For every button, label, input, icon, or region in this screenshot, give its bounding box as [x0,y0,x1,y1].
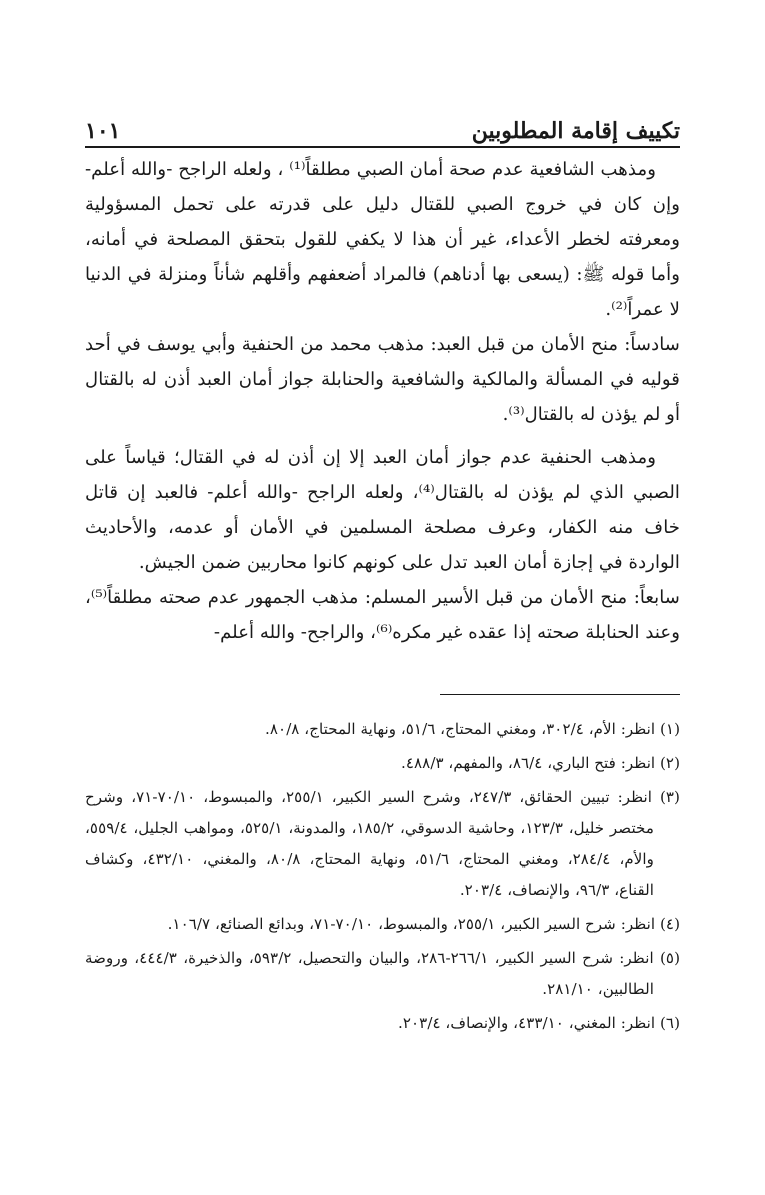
page-number: ١٠١ [85,118,121,144]
footnote-3: (٣) انظر: تبيين الحقائق، ٢٤٧/٣، وشرح السير الكبير، ٢٥٥/١، والمبسوط، ٧٠/١٠-٧١، وشرح مختصر خليل، ١٢٣/٣، وحاشية الدسوقي، ١٨٥/٢، والمدونة، ٥٢٥/١، ومواهب الجليل، ٥٥٩/٤، والأم، ٢٨٤/٤، ومغني المحتاج، ٥١/٦، ونهاية المحتاج، ٨٠/٨، والمغني، ٤٣٢/١٠، وكشاف القناع، ٩٦/٣، والإنصاف، ٢٠٣/٤. [85,788,680,899]
footnote-4: (٤) انظر: شرح السير الكبير، ٢٥٥/١، والمبسوط، ٧٠/١٠-٧١، وبدائع الصنائع، ١٠٦/٧. [167,915,680,933]
body-text [85,152,680,650]
footnote-6: (٦) انظر: المغني، ٤٣٣/١٠، والإنصاف، ٢٠٣/٤. [398,1014,680,1032]
footnote-1: (١) انظر: الأم، ٣٠٢/٤، ومغني المحتاج، ٥١/٦، ونهاية المحتاج، ٨٠/٨. [265,720,680,738]
header-title: تكييف إقامة المطلوبين [471,118,680,144]
running-header [85,104,680,148]
paragraph-1: ومذهب الشافعية عدم صحة أمان الصبي مطلقاً⁽¹⁾ ، ولعله الراجح -والله أعلم- وإن كان في خروج الصبي للقتال دليل على قدرته على تحمل المسؤولية ومعرفته لخطر الأعداء، غير أن هذا لا يكفي للقول بتحقق المصلحة في أمانه، وأما قوله ﷺ: (يسعى بها أدناهم) فالمراد أضعفهم وأقلهم شأناً ومنزلة في الدنيا لا عمراً⁽²⁾. [85,159,680,320]
paragraph-2: سادساً: منح الأمان من قبل العبد: مذهب محمد من الحنفية وأبي يوسف في أحد قوليه في المسألة والمالكية والشافعية والحنابلة جواز أمان العبد أذن له بالقتال أو لم يؤذن له بالقتال⁽³⁾. [85,334,680,425]
paragraph-3: ومذهب الحنفية عدم جواز أمان العبد إلا إن أذن له في القتال؛ قياساً على الصبي الذي لم يؤذن له بالقتال⁽⁴⁾، ولعله الراجح -والله أعلم- فالعبد إن قاتل خاف منه الكفار، وعرف مصلحة المسلمين في الأمان أو عدمه، والأحاديث الواردة في إجازة أمان العبد تدل على كونهم كانوا محاربين ضمن الجيش. [85,447,680,573]
footnote-2: (٢) انظر: فتح الباري، ٨٦/٤، والمفهم، ٤٨٨/٣. [401,754,680,772]
footnote-separator [440,694,680,695]
paragraph-4: سابعاً: منح الأمان من قبل الأسير المسلم: مذهب الجمهور عدم صحته مطلقاً⁽⁵⁾، وعند الحنابلة صحته إذا عقده غير مكره⁽⁶⁾، والراجح- والله أعلم- [85,587,680,643]
footnotes [85,714,680,1042]
footnote-5: (٥) انظر: شرح السير الكبير، ٢٦٦/١-٢٨٦، والبيان والتحصيل، ٥٩٣/٢، والذخيرة، ٤٤٤/٣، وروضة الطالبين، ٢٨١/١٠. [85,949,680,998]
